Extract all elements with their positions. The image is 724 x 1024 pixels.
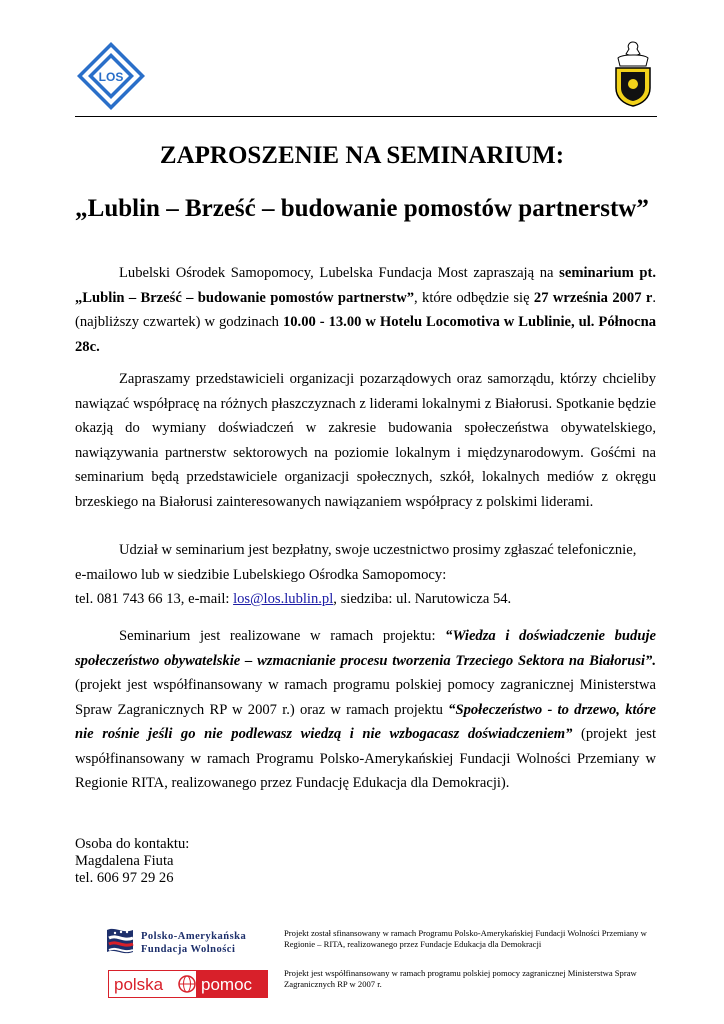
project-title-1: “Wiedza i doświadczenie buduje społeczeństwo obywatelskie – wzmacnianie procesu tworzenia Trzeciego Sektora na Białorusi”. — [75, 628, 656, 669]
pafw-logo — [105, 924, 265, 958]
pafw-logo-line-2: Fundacja Wolności — [141, 944, 236, 955]
contact-label: Osoba do kontaktu: — [75, 836, 190, 852]
intro-paragraph — [75, 261, 656, 359]
intro-text-2: , które odbędzie się — [414, 289, 534, 306]
page-title: ZAPROSZENIE NA SEMINARIUM: — [159, 142, 565, 169]
registration-address: , siedziba: ul. Narutowicza 54. — [333, 591, 512, 607]
contact-name: Magdalena Fiuta — [75, 853, 174, 869]
intro-venue: 10.00 - 13.00 w Hotelu Locomotiva w Lublinie, ul. Północna 28c. — [75, 314, 656, 355]
polska-pomoc-logo — [108, 970, 268, 998]
registration-line-1: Udział w seminarium jest bezpłatny, swoje uczestnictwo prosimy zgłaszać telefonicznie, — [119, 542, 637, 558]
invitation-text: Zapraszamy przedstawicieli organizacji pozarządowych oraz samorządu, którzy chcieliby nawiązać współpracę na różnych płaszczyznach z liderami lokalnymi z Białorusi. Spotkanie będzie okazją do wymiany doświadczeń w zakresie budowania społeczeństwa obywatelskiego, nawiązywania partnerstw sektorowych na poziomie lokalnym i międzynarodowym. Gośćmi na seminarium będą przedstawiciele organizacji społecznych, szkół, lokalnych mediów z okręgu brzeskiego na Białorusi zainteresowanych nawiązaniem współpracy z polskimi liderami. — [75, 371, 656, 510]
coat-of-arms-icon — [608, 40, 658, 108]
header-divider — [75, 116, 657, 117]
intro-text-1: Lubelski Ośrodek Samopomocy, Lubelska Fundacja Most zapraszają na — [119, 265, 560, 281]
mfa-funding-note: Projekt jest współfinansowany w ramach programu polskiej pomocy zagranicznej Ministerstwa Spraw Zagranicznych RP w 2007 r. — [284, 968, 637, 989]
contact-phone: tel. 606 97 29 26 — [75, 870, 174, 886]
globe-icon — [179, 976, 195, 992]
intro-seminar-title: seminarium pt. „Lublin – Brześć – budowanie pomostów partnerstw” — [75, 265, 657, 306]
project-text-1: Seminarium jest realizowane w ramach projektu: — [119, 628, 446, 644]
project-paragraph — [75, 624, 656, 796]
project-text-2: (projekt jest współfinansowany w ramach programu polskiej pomocy zagranicznej Ministerstwa Spraw Zagranicznych RP w 2007 r.) oraz w ramach projektu — [75, 677, 656, 718]
flag-icon — [107, 929, 133, 953]
intro-text-3: . (najbliższy czwartek) w godzinach — [75, 289, 656, 330]
registration-phone: tel. 081 743 66 13, e-mail: — [75, 591, 234, 607]
registration-line-2: e-mailowo lub w siedzibie Lubelskiego Ośrodka Samopomocy: — [75, 566, 447, 583]
los-logo-text: LOS — [98, 70, 124, 84]
polska-pomoc-right: pomoc — [201, 975, 253, 994]
registration-line-3 — [75, 587, 656, 612]
intro-date: 27 września 2007 r — [533, 289, 653, 306]
email-link[interactable]: los@los.lublin.pl — [233, 591, 334, 607]
page-subtitle: „Lublin – Brześć – budowanie pomostów partnerstw” — [75, 195, 649, 222]
project-title-2: “Społeczeństwo - to drzewo, które nie rośnie jeśli go nie podlewasz wiedzą i nie wzbogacasz doświadczeniem” — [75, 701, 656, 742]
project-text-3: (projekt jest współfinansowany w ramach Programu Polsko-Amerykańskiej Fundacji Wolności Przemiany w Regionie RITA, realizowanego przez Fundację Edukacja dla Demokracji). — [75, 726, 657, 791]
polska-pomoc-left: polska — [114, 975, 164, 994]
pafw-logo-line-1: Polsko-Amerykańska — [141, 931, 247, 942]
contact-block — [75, 836, 189, 887]
invitation-paragraph — [75, 367, 656, 514]
registration-paragraph — [75, 538, 656, 612]
pafw-funding-note: Projekt został sfinansowany w ramach Programu Polsko-Amerykańskiej Fundacji Wolności Przemiany w Regionie – RITA, realizowanego przez Fundacje Edukacja dla Demokracji — [284, 928, 647, 949]
los-logo — [75, 40, 147, 112]
